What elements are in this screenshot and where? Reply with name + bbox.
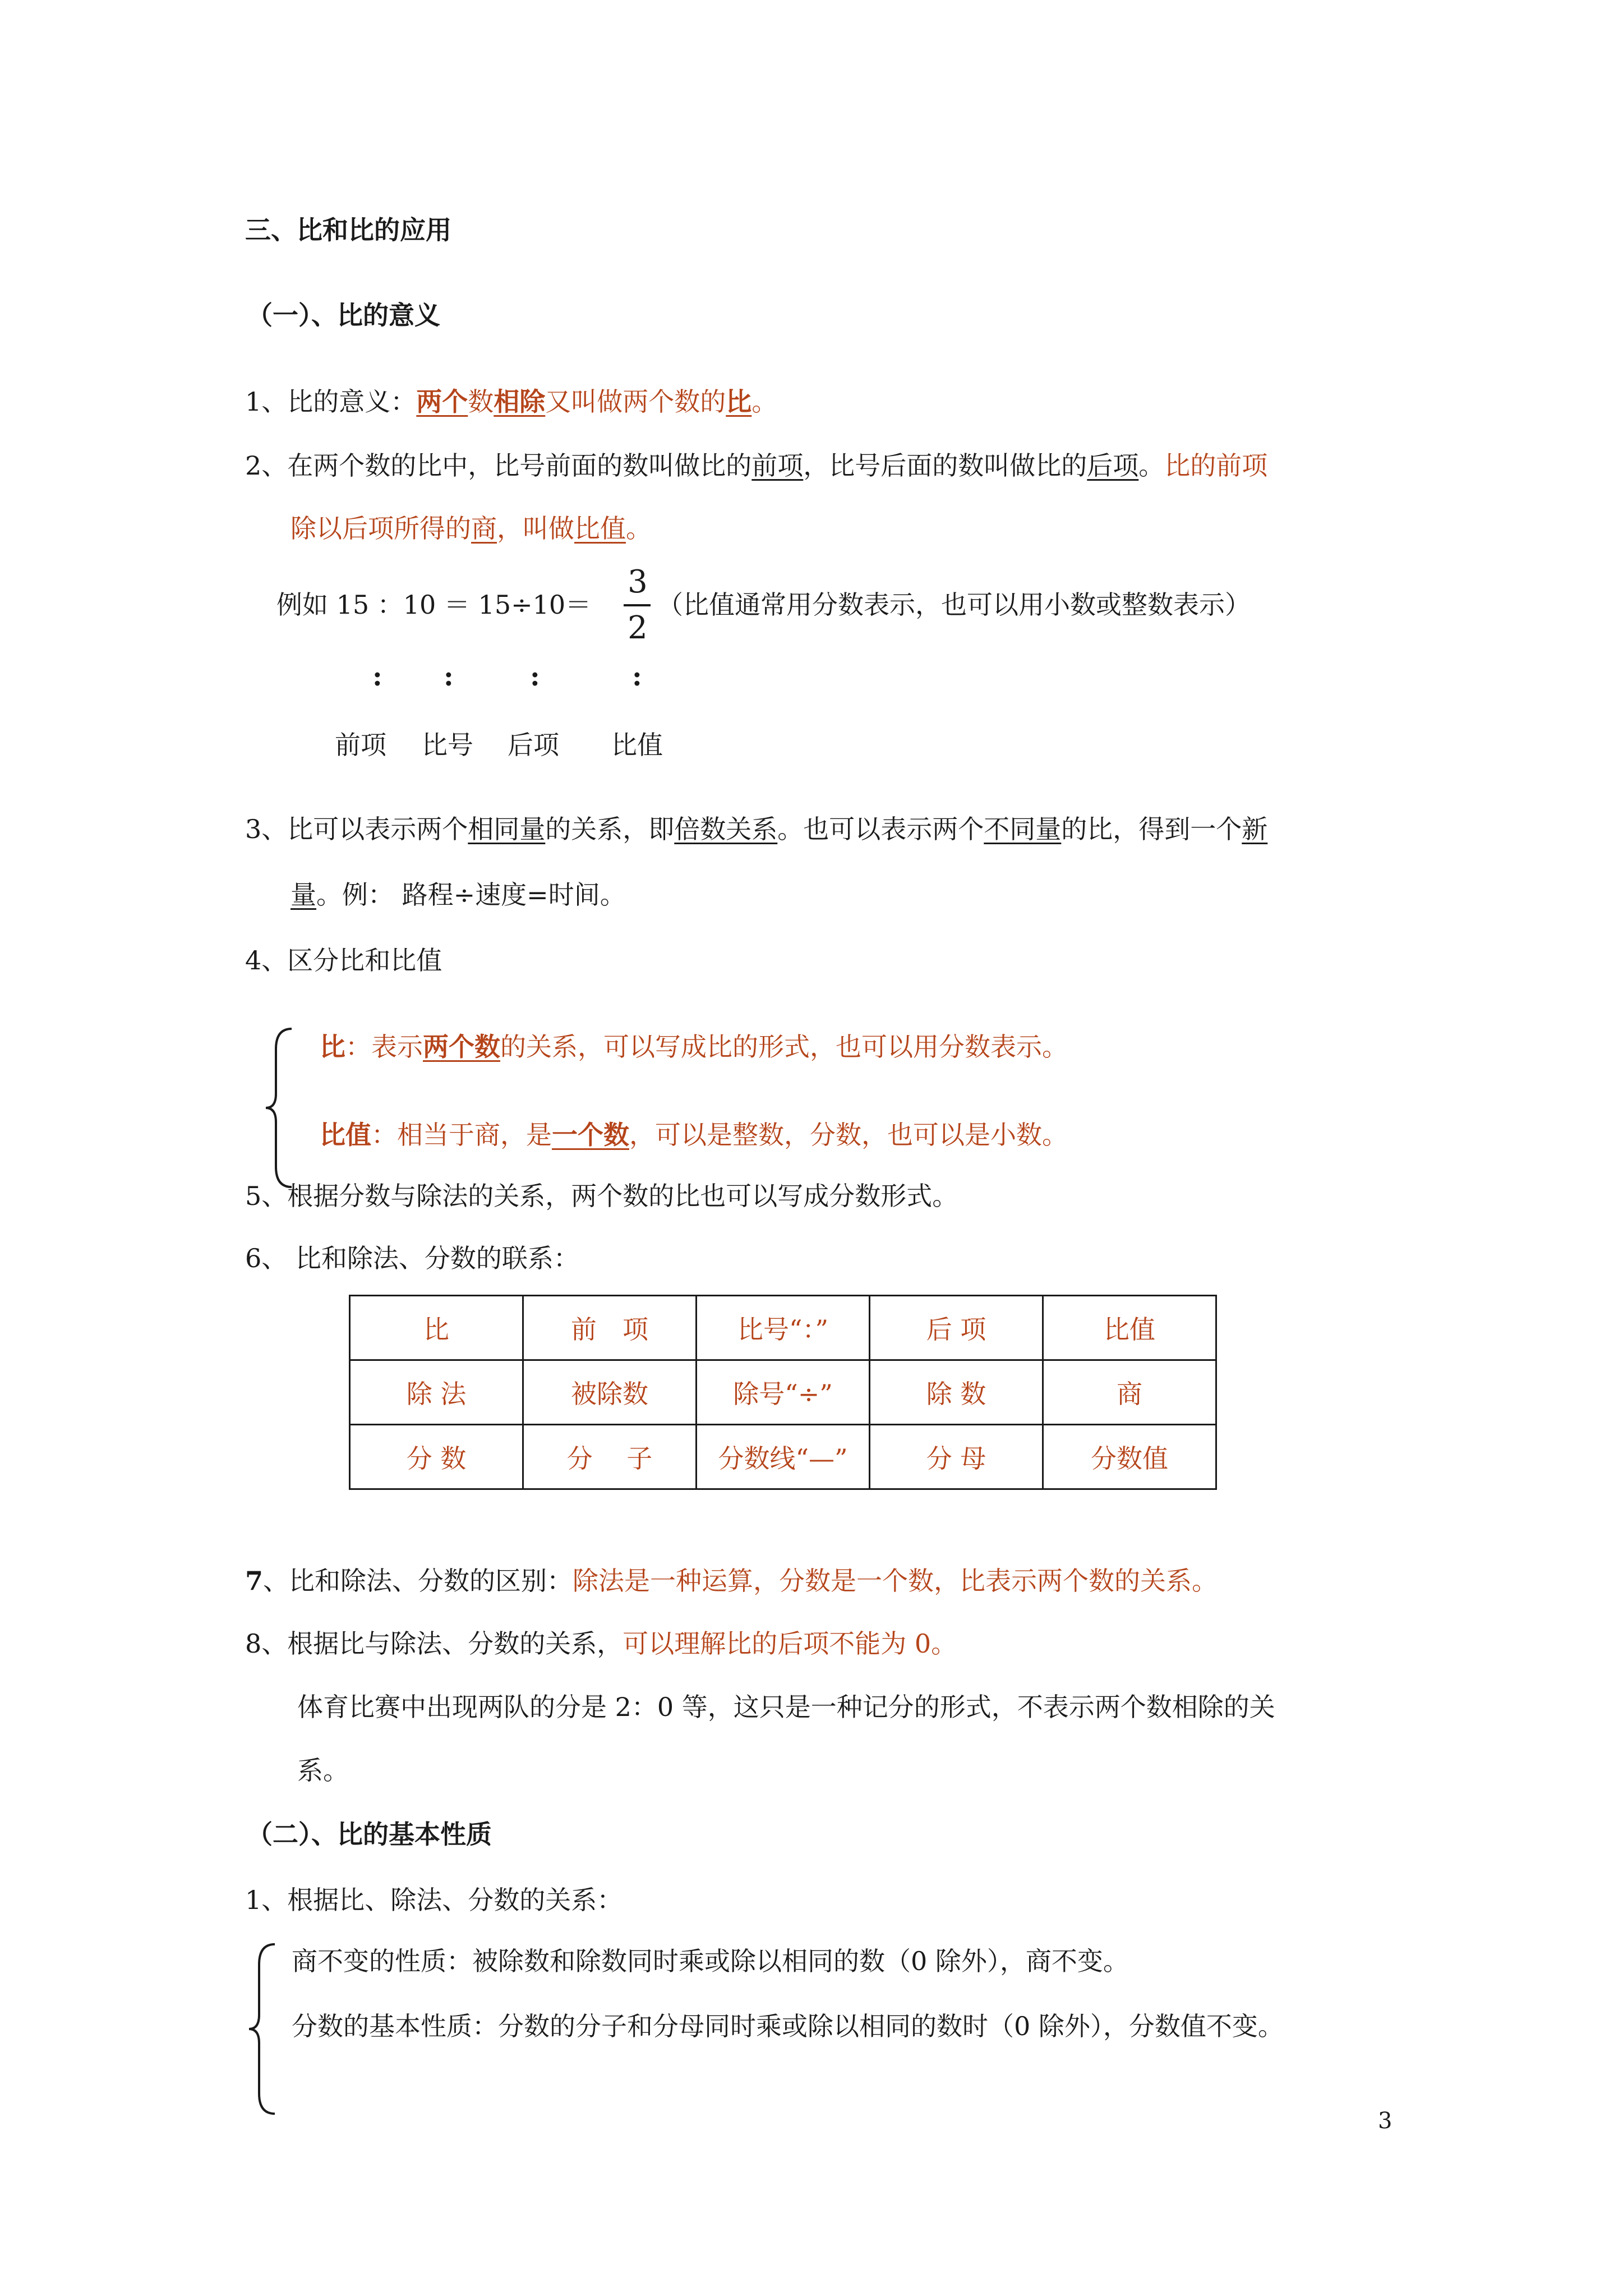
- quotient-property: 商不变的性质：被除数和除数同时乘或除以相同的数（0 除外），商不变。: [292, 1946, 1129, 1976]
- table-cell: 分数线“—”: [697, 1425, 870, 1489]
- highlight-text: 除以后项所得的: [291, 513, 471, 544]
- terms-line: [245, 449, 1267, 482]
- table-row: [350, 1425, 1216, 1489]
- connection-heading: 6、 比和除法、分数的联系：: [245, 1243, 579, 1273]
- fraction-bar: [624, 604, 651, 606]
- colon-mark: :: [632, 661, 642, 692]
- highlight-text: 又叫做两个数的: [545, 386, 726, 417]
- colon-mark: :: [530, 661, 540, 692]
- distinguish-heading: 4、区分比和比值: [245, 945, 442, 976]
- highlight-text: 除法是一种运算，分数是一个数，比表示两个数的关系。: [573, 1566, 1218, 1596]
- table-cell: 后 项: [870, 1296, 1043, 1360]
- highlight-text: 比: [726, 386, 752, 417]
- underlined-term: 相同量: [468, 814, 546, 844]
- underlined-term: 量: [291, 880, 316, 910]
- underlined-term: 比值: [574, 513, 626, 544]
- table-cell: 比: [350, 1296, 523, 1360]
- table-row: [350, 1360, 1216, 1425]
- section-title: 三、比和比的应用: [245, 215, 451, 245]
- highlight-text: 。: [751, 386, 778, 417]
- definition-line: [245, 385, 777, 418]
- term-label: 比值: [320, 1120, 371, 1150]
- table-cell: 除 数: [870, 1360, 1043, 1425]
- table-cell: 分 数: [350, 1425, 523, 1489]
- fraction-denominator: 2: [628, 610, 648, 646]
- text: 。: [1138, 450, 1165, 481]
- table-cell: 前 项: [523, 1296, 697, 1360]
- underlined-term: 商: [471, 513, 497, 544]
- sports-example-continued: 系。: [297, 1755, 349, 1786]
- table-cell: 除 法: [350, 1360, 523, 1425]
- text: ：相当于商，是: [371, 1120, 552, 1150]
- left-brace-icon: [264, 1027, 297, 1189]
- subsection-title: （一）、比的意义: [247, 300, 440, 330]
- fraction-property: 分数的基本性质：分数的分子和分母同时乘或除以相同的数时（0 除外），分数值不变。: [292, 2011, 1284, 2041]
- highlight-text: 。: [626, 513, 652, 544]
- text: 3、比可以表示两个: [245, 814, 468, 844]
- underlined-term: 不同量: [984, 814, 1062, 844]
- example-note: （比值通常用分数表示，也可以用小数或整数表示）: [657, 590, 1251, 620]
- terms-line-continued: [291, 512, 652, 545]
- table-cell: 分 子: [523, 1425, 697, 1489]
- highlight-text: 相除: [494, 386, 546, 417]
- line-label: 1、比的意义：: [245, 386, 417, 417]
- underlined-term: 两个数: [423, 1032, 500, 1062]
- table-cell: 被除数: [523, 1360, 697, 1425]
- term-label: 比: [320, 1032, 345, 1062]
- term-label: 后项: [508, 730, 559, 760]
- fraction-numerator: 3: [628, 564, 648, 600]
- consequent-line: [245, 1627, 957, 1660]
- sports-example: 体育比赛中出现两队的分是 2：0 等，这只是一种记分的形式，不表示两个数相除的关: [297, 1692, 1275, 1722]
- underlined-term: 倍数关系: [674, 814, 778, 844]
- text: 的关系，可以写成比的形式，也可以用分数表示。: [500, 1032, 1068, 1062]
- ratio-definition: [320, 1030, 1068, 1064]
- highlight-text: 比的前项: [1164, 450, 1268, 481]
- table-cell: 除号“÷”: [697, 1360, 870, 1425]
- term-label: 比值: [611, 730, 663, 760]
- underlined-term: 后项: [1087, 450, 1139, 481]
- text: 的关系，即: [545, 814, 675, 844]
- relation-table: [349, 1295, 1217, 1490]
- text: ：表示: [345, 1032, 423, 1062]
- text: 。也可以表示两个: [777, 814, 984, 844]
- page-number: 3: [1378, 2108, 1393, 2134]
- underlined-term: 一个数: [552, 1120, 629, 1150]
- relation-line-continued: [291, 878, 626, 912]
- underlined-term: 新: [1242, 814, 1268, 844]
- left-brace-icon: [247, 1942, 280, 2116]
- difference-line: [245, 1564, 1218, 1598]
- line-number: 7: [245, 1566, 264, 1596]
- text: ，比号后面的数叫做比的: [803, 450, 1087, 481]
- table-row: [350, 1296, 1216, 1360]
- table-cell: 分 母: [870, 1425, 1043, 1489]
- example-expression: 例如 15 ：10 ＝ 15÷10＝: [276, 590, 592, 620]
- highlight-text: 数: [468, 386, 494, 417]
- text: 2、在两个数的比中，比号前面的数叫做比的: [245, 450, 752, 481]
- term-label: 比号: [422, 730, 473, 760]
- colon-mark: :: [372, 661, 382, 692]
- fraction-form-line: 5、根据分数与除法的关系，两个数的比也可以写成分数形式。: [245, 1181, 958, 1211]
- table-cell: 商: [1043, 1360, 1216, 1425]
- subsection-title: （二）、比的基本性质: [247, 1819, 492, 1849]
- highlight-text: ，叫做: [497, 513, 574, 544]
- colon-mark: :: [444, 661, 454, 692]
- highlight-text: 可以理解比的后项不能为 0。: [623, 1628, 957, 1659]
- ratio-value-definition: [320, 1118, 1068, 1152]
- text: 。例： 路程÷速度=时间。: [316, 880, 626, 910]
- text: 8、根据比与除法、分数的关系，: [245, 1628, 623, 1659]
- text: ，可以是整数，分数，也可以是小数。: [629, 1120, 1068, 1150]
- text: 、比和除法、分数的区别：: [263, 1566, 573, 1596]
- underlined-term: 前项: [751, 450, 804, 481]
- table-cell: 比号“：”: [697, 1296, 870, 1360]
- highlight-text: 两个: [416, 386, 468, 417]
- text: 的比，得到一个: [1061, 814, 1242, 844]
- property-intro: 1、根据比、除法、分数的关系：: [245, 1885, 623, 1915]
- table-cell: 分数值: [1043, 1425, 1216, 1489]
- table-cell: 比值: [1043, 1296, 1216, 1360]
- term-label: 前项: [335, 730, 386, 760]
- relation-line: [245, 812, 1267, 846]
